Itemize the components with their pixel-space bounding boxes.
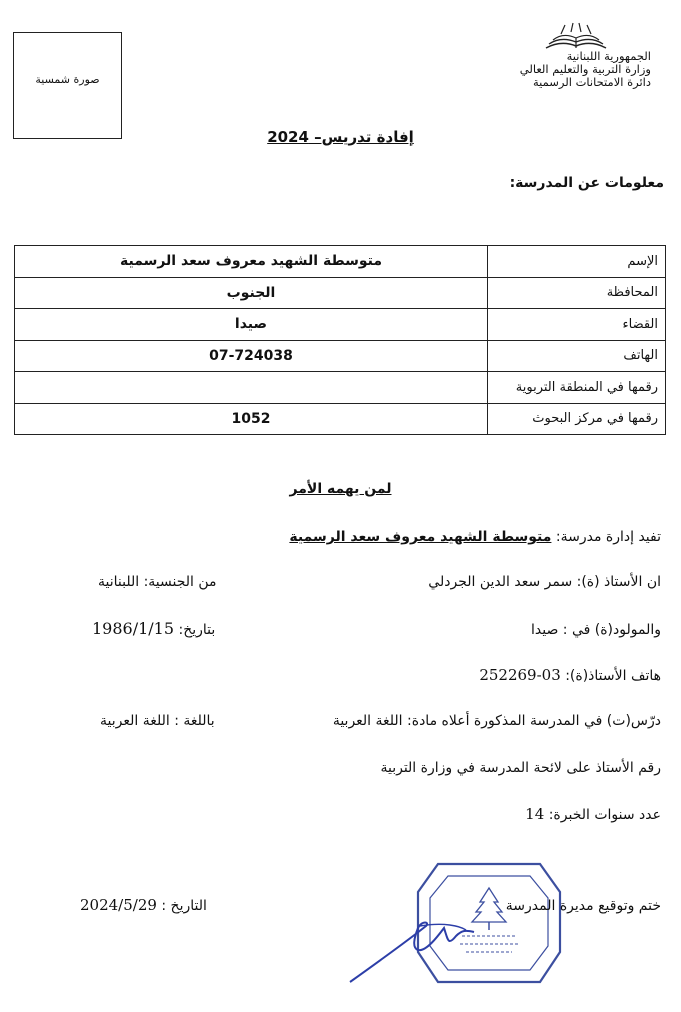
ministry-header [451, 22, 651, 89]
nationality-line: من الجنسية: اللبنانية [98, 574, 217, 590]
row-value: 07-724038 [15, 340, 488, 372]
document-title: إفادة تدريس– 2024 [267, 128, 414, 146]
row-label: الهاتف [488, 340, 666, 372]
birthdate-label: بتاريخ: [178, 622, 216, 638]
date-value: 2024/5/29 [80, 896, 157, 914]
phone-line [479, 666, 661, 684]
photo-label: صورة شمسية [35, 73, 100, 86]
phone-label: هاتف الأستاذ(ة): [565, 668, 661, 684]
school-info-table [14, 245, 666, 435]
table-row [15, 277, 666, 309]
phone-value: 03-252269 [479, 666, 561, 684]
date-line [80, 896, 207, 914]
row-value: الجنوب [15, 277, 488, 309]
experience-line [525, 805, 661, 823]
row-value: صيدا [15, 309, 488, 341]
table-row [15, 309, 666, 341]
teacher-line: ان الأستاذ (ة): سمر سعد الدين الجردلي [428, 574, 661, 590]
row-label: القضاء [488, 309, 666, 341]
school-name: متوسطة الشهيد معروف سعد الرسمية [289, 529, 552, 545]
header-line-1: الجمهورية اللبنانية [566, 49, 651, 63]
book-logo-icon [541, 22, 611, 52]
school-info-heading: معلومات عن المدرسة: [509, 175, 664, 191]
date-label: التاريخ : [161, 898, 207, 914]
subject-heading: لمن يهمه الأمر [289, 481, 392, 497]
table-row [15, 340, 666, 372]
row-label: الإسم [488, 246, 666, 278]
row-value: متوسطة الشهيد معروف سعد الرسمية [15, 246, 488, 278]
header-line-2: وزارة التربية والتعليم العالي [519, 62, 651, 76]
table-row [15, 372, 666, 404]
row-label: رقمها في مركز البحوث [488, 403, 666, 435]
experience-label: عدد سنوات الخبرة: [548, 807, 661, 823]
birthplace-line: والمولود(ة) في : صيدا [530, 622, 661, 638]
header-line-3: دائرة الامتحانات الرسمية [532, 75, 651, 89]
school-prefix: تفيد إدارة مدرسة: [555, 529, 661, 545]
table-row [15, 403, 666, 435]
row-value: 1052 [15, 403, 488, 435]
birthdate-line [92, 619, 215, 638]
photo-placeholder-box [13, 32, 122, 139]
registry-line: رقم الأستاذ على لائحة المدرسة في وزارة التربية [380, 760, 661, 776]
row-value [15, 372, 488, 404]
row-label: المحافظة [488, 277, 666, 309]
experience-value: 14 [525, 805, 545, 823]
subject-taught-line: درّس(ت) في المدرسة المذكورة أعلاه مادة: اللغة العربية [332, 713, 661, 729]
signature-line: ختم وتوقيع مديرة المدرسة [505, 898, 661, 914]
row-label: رقمها في المنطقة التربوية [488, 372, 666, 404]
table-row [15, 246, 666, 278]
birthdate-value: 1986/1/15 [92, 619, 175, 638]
school-line [289, 529, 661, 545]
language-line: باللغة : اللغة العربية [100, 713, 215, 729]
handwritten-signature-icon [348, 896, 478, 986]
